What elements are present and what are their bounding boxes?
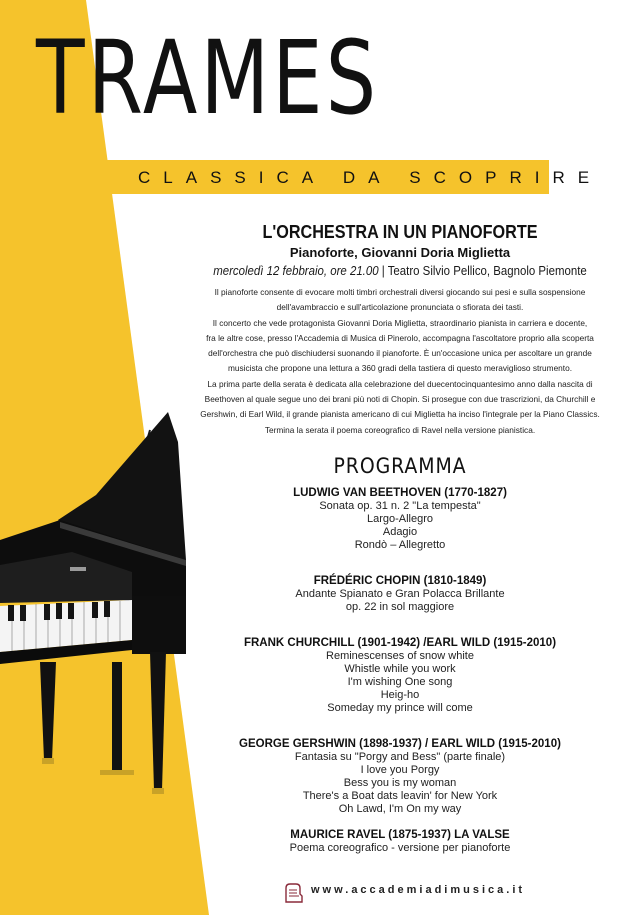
work: Fantasia su "Porgy and Bess" (parte finale)	[294, 750, 506, 763]
poster-subtitle: CLASSICA DA SCOPRIRE	[138, 168, 603, 187]
program-section	[185, 637, 615, 715]
work: Oh Lawd, I'm On my way	[338, 802, 462, 815]
composer: FRANK CHURCHILL (1901-1942) /EARL WILD (1915-2010)	[243, 636, 557, 649]
piano-pedal-lyre	[112, 662, 122, 770]
description-line: musicista che propone una lettura a 360 gradi della tastiera di questo meraviglioso strumento.	[227, 363, 573, 374]
event-date: mercoledì 12 febbraio, ore 21.00	[213, 263, 379, 278]
work: There's a Boat dats leavin' for New York	[302, 789, 498, 802]
work: Sonata op. 31 n. 2 "La tempesta"	[319, 499, 481, 512]
work: Someday my prince will come	[327, 701, 473, 714]
work: Reminescenses of snow white	[326, 649, 474, 662]
description-line: Gershwin, di Earl Wild, il grande pianista americano di cui Miglietta ha inciso l'integrale per la Piano Classics.	[200, 409, 600, 420]
description-line: dell'orchestra che può dischiudersi suonando il pianoforte. È un'occasione unica per ascoltare un grande	[208, 348, 592, 359]
work: Largo-Allegro	[366, 512, 434, 525]
concert-title: L'ORCHESTRA IN UN PIANOFORTE	[262, 222, 538, 242]
main-content	[185, 222, 615, 855]
description-line: La prima parte della serata è dedicata alla celebrazione del duecentocinquantesimo anno dalla nascita di	[207, 378, 593, 389]
program-section	[185, 575, 615, 614]
work: Whistle while you work	[344, 662, 456, 675]
composer: LUDWIG VAN BEETHOVEN (1770-1827)	[293, 486, 507, 499]
program-section	[185, 829, 615, 855]
work: I'm wishing One song	[347, 675, 453, 688]
website-link[interactable]: www.accademiadimusica.it	[311, 884, 526, 896]
program-section	[185, 738, 615, 816]
work: I love you Porgy	[360, 763, 440, 776]
work: Heig-ho	[380, 688, 420, 701]
composer: FRÉDÉRIC CHOPIN (1810-1849)	[313, 574, 487, 587]
event-venue: | Teatro Silvio Pellico, Bagnolo Piemonte	[378, 263, 587, 278]
program-section	[185, 487, 615, 552]
performer: Pianoforte, Giovanni Doria Miglietta	[289, 245, 511, 260]
work: Bess you is my woman	[343, 776, 457, 789]
work: Adagio	[382, 525, 418, 538]
work: Andante Spianato e Gran Polacca Brillante	[295, 587, 505, 600]
work: Rondò – Allegretto	[354, 538, 446, 551]
description-line: Beethoven al quale segue uno dei brani più noti di Chopin. Si prosegue con due trascrizioni, da Churchill e	[204, 394, 596, 405]
description-line: Termina la serata il poema coreografico di Ravel nella versione pianistica.	[264, 424, 536, 435]
date-venue	[211, 263, 589, 278]
description-line: dell'avambraccio e sull'articolazione pronunciata o sfiorata dei tasti.	[276, 302, 524, 313]
description-line: Il pianoforte consente di evocare molti timbri orchestrali diversi giocando sui pesi e sulla sospensione	[214, 287, 586, 297]
poster-title: TRAMES	[36, 19, 380, 138]
work: op. 22 in sol maggiore	[345, 600, 455, 613]
composer: MAURICE RAVEL (1875-1937) LA VALSE	[290, 828, 510, 841]
description	[185, 285, 615, 438]
description-line: Il concerto che vede protagonista Giovanni Doria Miglietta, straordinario pianista in carriera e docente,	[212, 317, 588, 328]
description-line: fra le altre cose, presso l'Accademia di Musica di Pinerolo, accompagna l'ascoltatore proprio alla scoperta	[206, 332, 594, 343]
program-heading: PROGRAMMA	[333, 453, 467, 478]
work: Poema coreografico - versione per pianoforte	[289, 841, 511, 854]
academy-logo-icon	[284, 882, 304, 904]
composer: GEORGE GERSHWIN (1898-1937) / EARL WILD (1915-2010)	[239, 737, 561, 750]
